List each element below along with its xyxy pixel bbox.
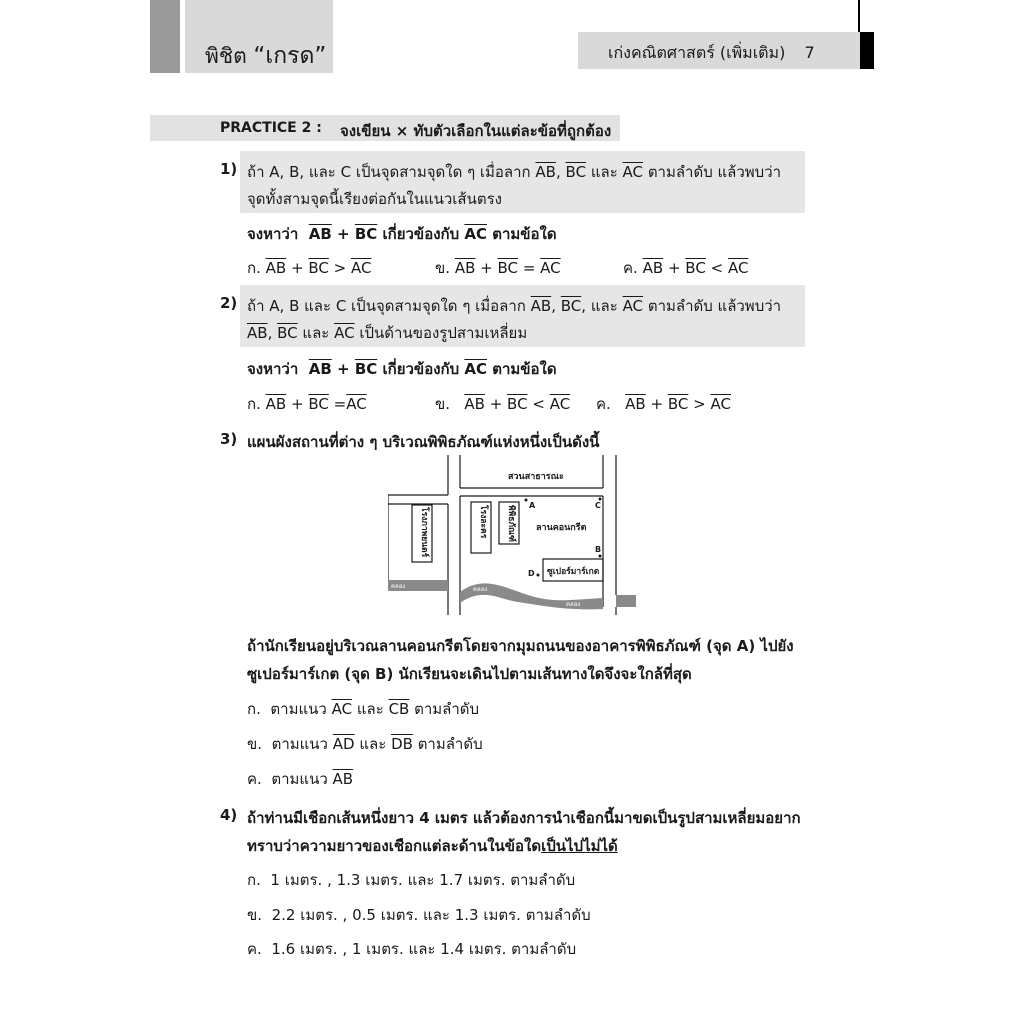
- q1-option-c-plus: +: [667, 259, 681, 277]
- q3-stem: แผนผังสถานที่ต่าง ๆ บริเวณพิพิธภัณฑ์แห่งหนึ่งเป็นดังนี้: [247, 433, 600, 451]
- q2-option-b-plus: +: [489, 395, 503, 413]
- book-title-grade: “เกรด”: [253, 43, 327, 69]
- q4-number: 4): [220, 806, 238, 824]
- q2-option-c-ab: $\overline{AB}$: [625, 395, 646, 413]
- q1-stem-end: ตามลำดับ แล้วพบว่า: [647, 163, 782, 181]
- q3-ask-line2: ซูเปอร์มาร์เกต (จุด B) นักเรียนจะเดินไปตามเส้นทางใดจึงจะใกล้ที่สุด: [247, 665, 692, 683]
- q2-line2-end: เป็นด้านของรูปสามเหลี่ยม: [359, 324, 528, 342]
- q1-option-a-ac: $\overline{AC}$: [351, 259, 372, 277]
- q1-option-b-ab: $\overline{AB}$: [454, 259, 476, 277]
- q1-option-a-rel: >: [333, 259, 347, 277]
- q2-ask-ab: $\overline{AB}$: [308, 360, 332, 378]
- q2-stem-line2: [247, 321, 527, 345]
- q4-option-b-letter: ข.: [247, 906, 263, 924]
- q3-option-c-letter: ค.: [247, 770, 262, 788]
- q4-stem-line1: ถ้าท่านมีเชือกเส้นหนึ่งยาว 4 เมตร แล้วต้องการนำเชือกนี้มาขดเป็นรูปสามเหลี่ยมอยาก: [247, 809, 801, 827]
- q3-option-b-seg1: $\overline{AD}$: [332, 735, 355, 753]
- page-number: 7: [804, 43, 815, 62]
- q1-option-a-plus: +: [290, 259, 304, 277]
- q3-option-a-prefix: ตามแนว: [270, 700, 327, 718]
- q2-option-c-plus: +: [650, 395, 664, 413]
- label-supermarket: ซูเปอร์มาร์เกต: [547, 567, 600, 577]
- q2-option-a-bc: $\overline{BC}$: [308, 395, 329, 413]
- q4-option-a[interactable]: [247, 868, 575, 892]
- q1-seg-ac: $\overline{AC}$: [622, 163, 644, 181]
- q2-comma2: ,: [581, 297, 587, 315]
- q4-option-c[interactable]: [247, 937, 576, 961]
- q3-option-b-prefix: ตามแนว: [271, 735, 328, 753]
- q1-option-a[interactable]: [247, 256, 371, 280]
- q2-option-a-letter: ก.: [247, 395, 261, 413]
- q1-stem-text: ถ้า A, B, และ C เป็นจุดสามจุดใด ๆ เมื่อลาก: [247, 163, 531, 181]
- q1-number: 1): [220, 160, 238, 178]
- q2-option-b-ab: $\overline{AB}$: [464, 395, 485, 413]
- q1-option-c-ab: $\overline{AB}$: [642, 259, 664, 277]
- q1-option-b-rel: =: [522, 259, 536, 277]
- q2-seg-bc: $\overline{BC}$: [560, 297, 582, 315]
- q2-line2-bc: $\overline{BC}$: [277, 324, 298, 342]
- q3-number: 3): [220, 430, 238, 448]
- q1-seg-ab: $\overline{AB}$: [535, 163, 556, 181]
- q1-stem-line2: จุดทั้งสามจุดนี้เรียงต่อกันในแนวเส้นตรง: [247, 190, 502, 208]
- q3-option-a-and: และ: [356, 700, 384, 718]
- q3-option-a-seg2: $\overline{CB}$: [388, 700, 410, 718]
- q3-option-b-and: และ: [359, 735, 387, 753]
- q2-stem-end: ตามลำดับ แล้วพบว่า: [647, 297, 782, 315]
- practice-instruction: จงเขียน × ทับตัวเลือกในแต่ละข้อที่ถูกต้อง: [340, 122, 612, 140]
- q2-line2-ac: $\overline{AC}$: [334, 324, 355, 342]
- running-title: [608, 41, 815, 66]
- q1-and: และ: [590, 163, 618, 181]
- label-point-c: C: [595, 501, 601, 510]
- label-point-d: D: [528, 569, 535, 578]
- q2-seg-ab: $\overline{AB}$: [530, 297, 552, 315]
- q2-and: และ: [590, 297, 618, 315]
- q1-ask-ab: $\overline{AB}$: [308, 225, 332, 243]
- q2-line2-and: และ: [302, 324, 330, 342]
- q1-option-c-ac: $\overline{AC}$: [727, 259, 749, 277]
- q2-ask-prefix: จงหาว่า: [247, 360, 299, 378]
- book-title-prefix: พิชิต: [205, 44, 247, 68]
- q3-option-c-seg1: $\overline{AB}$: [332, 770, 354, 788]
- header-left-bar: [150, 0, 180, 73]
- q3-option-c-prefix: ตามแนว: [271, 770, 328, 788]
- label-concert-area: ลานคอนกรีต: [536, 523, 587, 533]
- q3-option-b-seg2: $\overline{DB}$: [391, 735, 413, 753]
- q1-option-b-letter: ข.: [435, 259, 451, 277]
- label-canal-mid: คลอง: [473, 586, 488, 593]
- q2-option-c-bc: $\overline{BC}$: [667, 395, 689, 413]
- q1-option-b-plus: +: [480, 259, 493, 277]
- q1-stem-line1: [247, 160, 781, 184]
- q4-option-a-letter: ก.: [247, 871, 261, 889]
- q1-comma: ,: [555, 163, 561, 181]
- q1-ask: [247, 222, 557, 246]
- book-title: [205, 38, 326, 74]
- q3-option-a-suffix: ตามลำดับ: [414, 700, 480, 718]
- q1-seg-bc: $\overline{BC}$: [565, 163, 587, 181]
- q3-option-b-suffix: ตามลำดับ: [417, 735, 483, 753]
- q2-option-c-letter: ค.: [596, 395, 611, 413]
- q3-option-b[interactable]: [247, 732, 483, 756]
- q1-option-c-bc: $\overline{BC}$: [685, 259, 706, 277]
- practice-label: PRACTICE 2 :: [220, 120, 322, 136]
- header-right-bar: [860, 32, 874, 69]
- label-park: สวนสาธารณะ: [508, 472, 564, 482]
- q2-option-b-rel: <: [532, 395, 545, 413]
- q2-number: 2): [220, 294, 238, 312]
- q2-line2-comma: ,: [267, 324, 273, 342]
- q2-option-b[interactable]: [435, 392, 570, 416]
- q2-ask-suffix: เกี่ยวข้องกับ: [382, 360, 460, 378]
- q1-ask-bc: $\overline{BC}$: [354, 225, 378, 243]
- q2-ask-ac: $\overline{AC}$: [464, 360, 487, 378]
- q1-ask-prefix: จงหาว่า: [247, 225, 299, 243]
- q2-ask-end: ตามข้อใด: [492, 360, 557, 378]
- q4-option-b[interactable]: [247, 903, 591, 927]
- q1-option-c[interactable]: [623, 256, 748, 280]
- q1-ask-end: ตามข้อใด: [492, 225, 557, 243]
- q1-option-a-ab: $\overline{AB}$: [265, 259, 287, 277]
- q2-stem-text: ถ้า A, B และ C เป็นจุดสามจุดใด ๆ เมื่อลาก: [247, 297, 526, 315]
- q4-option-c-text: 1.6 เมตร. , 1 เมตร. และ 1.4 เมตร. ตามลำดับ: [271, 940, 577, 958]
- q3-ask-line1: ถ้านักเรียนอยู่บริเวณลานคอนกรีตโดยจากมุมถนนของอาคารพิพิธภัณฑ์ (จุด A) ไปยัง: [247, 637, 794, 655]
- q2-option-c[interactable]: [596, 392, 731, 416]
- q1-option-a-bc: $\overline{BC}$: [308, 259, 329, 277]
- q2-option-c-ac: $\overline{AC}$: [710, 395, 731, 413]
- q3-option-b-letter: ข.: [247, 735, 263, 753]
- q2-seg-ac: $\overline{AC}$: [622, 297, 644, 315]
- q2-option-c-rel: >: [693, 395, 706, 413]
- q1-ask-ac: $\overline{AC}$: [464, 225, 487, 243]
- point-b-mark: [599, 555, 602, 558]
- q4-stem-impossible: เป็นไปไม่ได้: [541, 837, 618, 855]
- q2-option-a-ab: $\overline{AB}$: [265, 395, 287, 413]
- q1-ask-suffix: เกี่ยวข้องกับ: [382, 225, 460, 243]
- q2-option-b-letter: ข.: [435, 395, 451, 413]
- label-theater: โรงละคร: [478, 505, 488, 539]
- label-canal-left: คลอง: [391, 583, 406, 590]
- q2-option-a-ac: $\overline{AC}$: [346, 395, 367, 413]
- q1-option-c-letter: ค.: [623, 259, 638, 277]
- q3-option-c[interactable]: [247, 767, 353, 791]
- label-canal-right: คลอง: [566, 601, 581, 608]
- label-cinema: โรงภาพยนตร์: [419, 507, 429, 558]
- q1-option-b-ac: $\overline{AC}$: [540, 259, 561, 277]
- q2-option-a-plus: +: [290, 395, 304, 413]
- q2-line2-ab: $\overline{AB}$: [247, 324, 268, 342]
- q1-option-c-rel: <: [710, 259, 724, 277]
- q1-option-b-bc: $\overline{BC}$: [497, 259, 519, 277]
- q3-option-a[interactable]: [247, 697, 479, 721]
- q2-ask-plus: +: [337, 360, 350, 378]
- q2-ask-bc: $\overline{BC}$: [354, 360, 378, 378]
- label-museum: พิพิธภัณฑ์: [506, 505, 516, 542]
- header-right-line: [858, 0, 860, 32]
- label-point-b: B: [595, 545, 602, 554]
- q1-option-b[interactable]: [435, 256, 561, 280]
- running-title-text: เก่งคณิตศาสตร์ (เพิ่มเติม): [608, 43, 786, 62]
- q3-option-a-seg1: $\overline{AC}$: [331, 700, 353, 718]
- q2-stem-line1: [247, 294, 781, 318]
- q2-option-a-rel: =: [333, 395, 347, 413]
- label-point-a: A: [529, 501, 536, 510]
- point-d-mark: [537, 574, 540, 577]
- q2-option-a[interactable]: [247, 392, 367, 416]
- q4-stem-line2-text: ทราบว่าความยาวของเชือกแต่ละด้านในข้อใด: [247, 837, 542, 855]
- museum-map: [388, 455, 638, 620]
- q4-option-a-text: 1 เมตร. , 1.3 เมตร. และ 1.7 เมตร. ตามลำดับ: [270, 871, 576, 889]
- q2-ask: [247, 357, 557, 381]
- point-a-mark: [525, 499, 528, 502]
- q2-option-b-ac: $\overline{AC}$: [549, 395, 571, 413]
- q1-option-a-letter: ก.: [247, 259, 261, 277]
- q4-option-b-text: 2.2 เมตร. , 0.5 เมตร. และ 1.3 เมตร. ตามลำดับ: [271, 906, 591, 924]
- q2-option-b-bc: $\overline{BC}$: [507, 395, 528, 413]
- q2-comma1: ,: [551, 297, 556, 315]
- canal-right: [616, 595, 636, 607]
- q4-option-c-letter: ค.: [247, 940, 262, 958]
- q4-stem-line2: [247, 834, 618, 858]
- q1-ask-plus: +: [337, 225, 350, 243]
- q3-option-a-letter: ก.: [247, 700, 261, 718]
